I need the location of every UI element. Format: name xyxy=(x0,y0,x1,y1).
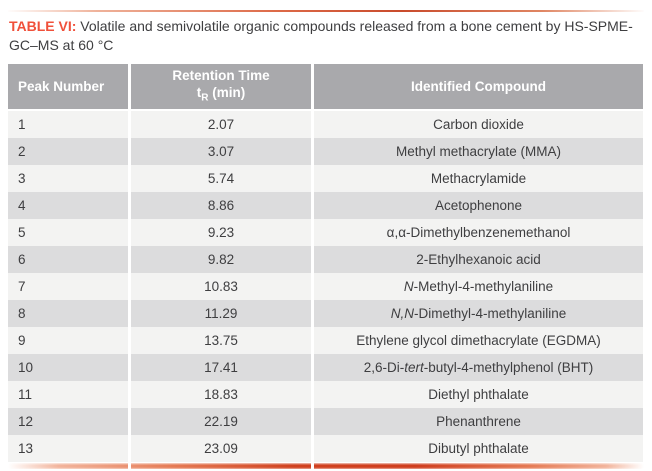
compound-cell: Diethyl phthalate xyxy=(311,381,643,408)
retention-time-cell: 8.86 xyxy=(128,192,311,219)
retention-time-cell: 23.09 xyxy=(128,435,311,462)
peak-number-cell: 7 xyxy=(8,273,128,300)
table-row xyxy=(8,111,643,138)
table-row xyxy=(8,435,643,462)
retention-time-cell: 2.07 xyxy=(128,111,311,138)
column-divider-gap xyxy=(311,463,314,469)
compound-cell: α,α-Dimethylbenzenemethanol xyxy=(311,219,643,246)
retention-time-cell: 13.75 xyxy=(128,327,311,354)
top-accent-rule xyxy=(8,10,644,12)
compound-cell: 2,6-Di-tert-butyl-4-methylphenol (BHT) xyxy=(311,354,643,381)
retention-time-cell: 17.41 xyxy=(128,354,311,381)
header-peak-number: Peak Number xyxy=(8,64,128,111)
table-header-row xyxy=(8,64,643,111)
compound-cell: Ethylene glycol dimethacrylate (EGDMA) xyxy=(311,327,643,354)
compound-cell: Dibutyl phthalate xyxy=(311,435,643,462)
table-row xyxy=(8,354,643,381)
retention-time-cell: 22.19 xyxy=(128,408,311,435)
table-row xyxy=(8,381,643,408)
table-row xyxy=(8,219,643,246)
peak-number-cell: 3 xyxy=(8,165,128,192)
peak-number-cell: 6 xyxy=(8,246,128,273)
compound-cell: Phenanthrene xyxy=(311,408,643,435)
peak-number-cell: 1 xyxy=(8,111,128,138)
compounds-table xyxy=(8,64,643,462)
retention-time-cell: 9.82 xyxy=(128,246,311,273)
peak-number-cell: 9 xyxy=(8,327,128,354)
table-row xyxy=(8,165,643,192)
column-divider-gap xyxy=(128,463,131,469)
compound-cell: N,N-Dimethyl-4-methylaniline xyxy=(311,300,643,327)
compound-cell: N-Methyl-4-methylaniline xyxy=(311,273,643,300)
header-retention-time xyxy=(128,64,311,111)
peak-number-cell: 13 xyxy=(8,435,128,462)
table-header xyxy=(8,64,643,111)
table-row xyxy=(8,246,643,273)
table-row xyxy=(8,273,643,300)
header-rt-unit: (min) xyxy=(208,84,246,100)
retention-time-cell: 10.83 xyxy=(128,273,311,300)
header-rt-symbol: t xyxy=(196,84,202,100)
bottom-accent-rule xyxy=(8,463,644,469)
retention-time-cell: 3.07 xyxy=(128,138,311,165)
peak-number-cell: 5 xyxy=(8,219,128,246)
peak-number-cell: 10 xyxy=(8,354,128,381)
retention-time-cell: 5.74 xyxy=(128,165,311,192)
table-caption xyxy=(9,17,642,55)
compound-cell: 2-Ethylhexanoic acid xyxy=(311,246,643,273)
retention-time-cell: 18.83 xyxy=(128,381,311,408)
table-row xyxy=(8,300,643,327)
retention-time-cell: 9.23 xyxy=(128,219,311,246)
peak-number-cell: 2 xyxy=(8,138,128,165)
header-rt-subscript: R xyxy=(201,92,209,104)
compound-cell: Methacrylamide xyxy=(311,165,643,192)
compound-cell: Methyl methacrylate (MMA) xyxy=(311,138,643,165)
peak-number-cell: 8 xyxy=(8,300,128,327)
table-caption-label: TABLE VI: xyxy=(9,18,77,34)
compound-cell: Carbon dioxide xyxy=(311,111,643,138)
table-body xyxy=(8,111,643,462)
header-retention-time-line1: Retention Time xyxy=(172,67,270,83)
peak-number-cell: 4 xyxy=(8,192,128,219)
table-row xyxy=(8,138,643,165)
peak-number-cell: 12 xyxy=(8,408,128,435)
table-row xyxy=(8,408,643,435)
header-identified-compound: Identified Compound xyxy=(311,64,643,111)
table-caption-text: Volatile and semivolatile organic compounds released from a bone cement by HS-SPME-GC–MS at 60 °C xyxy=(9,18,633,53)
retention-time-cell: 11.29 xyxy=(128,300,311,327)
table-row xyxy=(8,327,643,354)
table-row xyxy=(8,192,643,219)
compound-cell: Acetophenone xyxy=(311,192,643,219)
peak-number-cell: 11 xyxy=(8,381,128,408)
